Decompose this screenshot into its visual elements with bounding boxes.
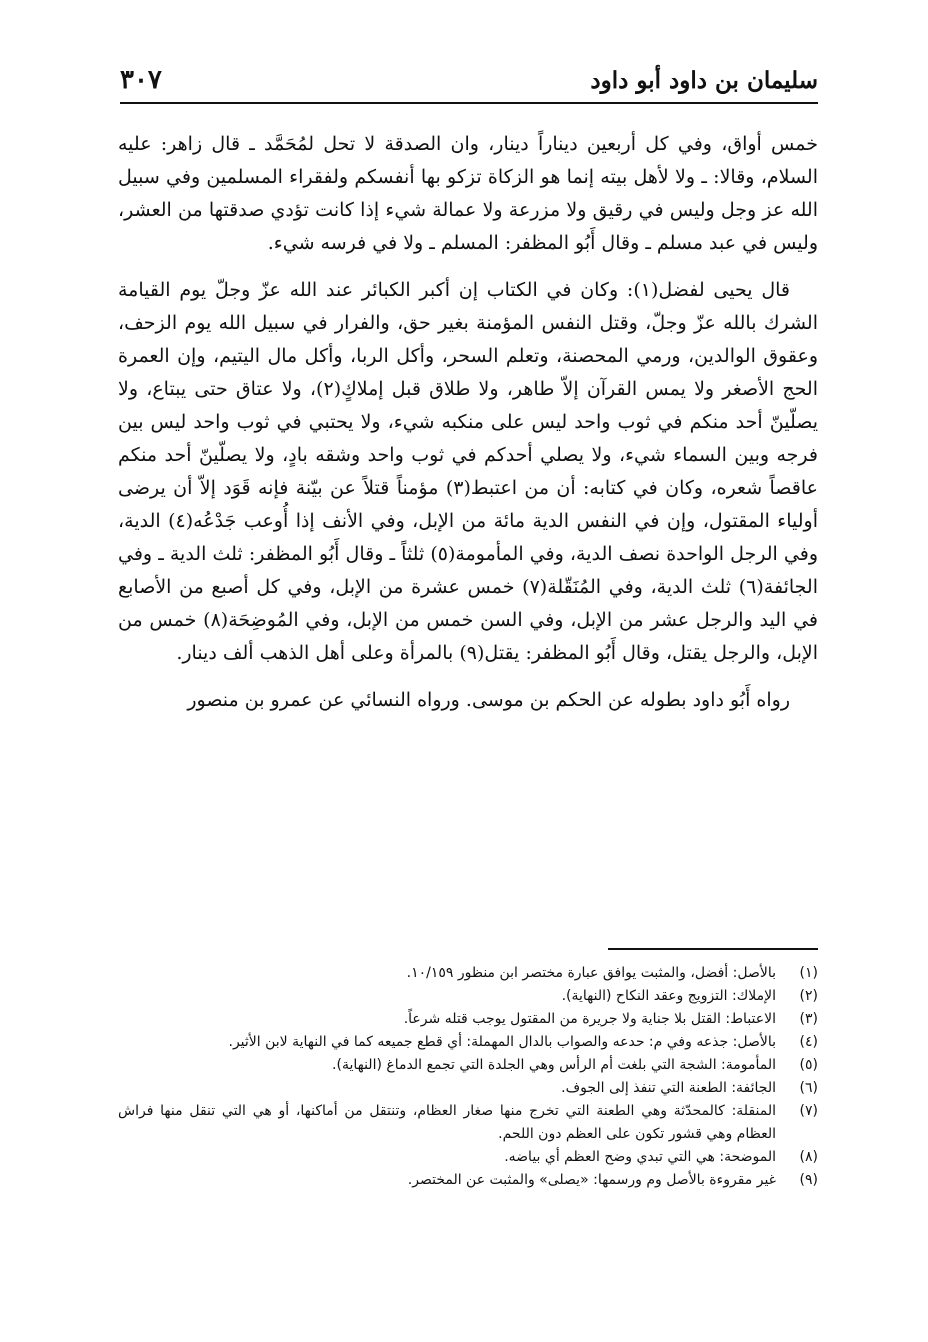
- footnote-number: (٩): [799, 1172, 818, 1188]
- paragraph: رواه أَبُو داود بطوله عن الحكم بن موسى. ورواه النسائي عن عمرو بن منصور: [187, 689, 790, 711]
- footnotes: [118, 962, 818, 1192]
- footnote: [118, 1054, 818, 1077]
- footnote-rule: [608, 948, 818, 950]
- footnote-number: (٦): [799, 1080, 818, 1096]
- paragraph: قال يحيى لفضل(١): وكان في الكتاب إن أكبر الكبائر عند الله عزّ وجلّ يوم القيامة الشرك بالله عزّ وجلّ، وقتل النفس المؤمنة بغير حق، والفرار في سبيل الله يوم الزحف، وعقوق الوالدين، ورمي المحصنة، وتعلم السحر، وأكل الربا، وأكل مال اليتيم، وإن العمرة الحج الأصغر ولا يمس القرآن إلاّ طاهر، ولا طلاق قبل إملاكٍ(٢)، ولا عتاق حتى يبتاع، ولا يصلّينّ أحد منكم في ثوب واحد ليس على منكبه شيء، ولا يحتبي في ثوب واحد ليس بين فرجه وبين السماء شيء، ولا يصلي أحدكم في ثوب واحد وشقه بادٍ، ولا يصلّينّ أحد منكم عاقصاً شعره، وكان في كتابه: أن من اعتبط(٣) مؤمناً قتلاً عن بيّنة فإنه قَوَد إلاّ أن يرضى أولياء المقتول، وإن في النفس الدية مائة من الإبل، وفي الأنف إذا أُوعب جَدْعُه(٤) الدية، وفي الرجل الواحدة نصف الدية، وفي المأمومة(٥) ثلثاً ـ وقال أَبُو المظفر: ثلث الدية ـ وفي الجائفة(٦) ثلث الدية، وفي المُنَقّلة(٧) خمس عشرة من الإبل، وفي كل أصبع من الأصابع في اليد والرجل عشر من الإبل، وفي السن خمس من الإبل، وفي المُوضِحَة(٨) خمس من الإبل، والرجل يقتل، وقال أَبُو المظفر: يقتل(٩) بالمرأة وعلى أهل الذهب ألف دينار.: [118, 279, 819, 664]
- footnote: [118, 1077, 818, 1100]
- footnote: [118, 1031, 818, 1054]
- main-text: [118, 128, 818, 731]
- footnote-text: الجائفة: الطعنة التي تنفذ إلى الجوف.: [561, 1080, 776, 1096]
- footnote-number: (٥): [799, 1057, 818, 1073]
- footnote: [118, 985, 818, 1008]
- paragraph: خمس أواق، وفي كل أربعين ديناراً دينار، وان الصدقة لا تحل لمُحَمَّد ـ قال زاهر: عليه السلام، وقالا: ـ ولا لأهل بيته إنما هو الزكاة تزكو بها أنفسكم ولفقراء المسلمين وفي سبيل الله عز وجل وليس في رقيق ولا مزرعة ولا عمالة شيء إذا كانت تؤدي صدقتها من العشر، وليس في عبد مسلم ـ وقال أَبُو المظفر: المسلم ـ ولا في فرسه شيء.: [118, 133, 818, 254]
- page-number: ٣٠٧: [120, 65, 162, 95]
- footnote-number: (٤): [799, 1034, 818, 1050]
- footnote-text: المأمومة: الشجة التي بلغت أم الرأس وهي الجلدة التي تجمع الدماغ (النهاية).: [332, 1057, 776, 1073]
- footnote-number: (٣): [799, 1011, 818, 1027]
- footnote-number: (١): [799, 965, 818, 981]
- footnote-text: غير مقروءة بالأصل وم ورسمها: «يصلى» والمثبت عن المختصر.: [407, 1172, 776, 1188]
- footnote: [118, 1169, 818, 1192]
- footnote-number: (٨): [799, 1149, 818, 1165]
- footnote-text: بالأصل: أفضل، والمثبت يوافق عبارة مختصر ابن منظور ١٠/١٥٩.: [406, 965, 776, 981]
- footnote-number: (٢): [799, 988, 818, 1004]
- footnote-text: الموضحة: هي التي تبدي وضح العظم أي بياضه.: [504, 1149, 776, 1165]
- footnote: [118, 962, 818, 985]
- footnote-text: المنقلة: كالمحدّثة وهي الطعنة التي تخرج منها صغار العظام، وتنتقل من أماكنها، أو هي التي تنقل منها فراش العظام وهي قشور تكون على العظم دون اللحم.: [118, 1103, 776, 1142]
- footnote-text: الاعتباط: القتل بلا جناية ولا جريرة من المقتول يوجب قتله شرعاً.: [403, 1011, 776, 1027]
- footnote: [118, 1008, 818, 1031]
- footnote: [118, 1100, 818, 1146]
- footnote: [118, 1146, 818, 1169]
- footnote-number: (٧): [799, 1103, 818, 1119]
- running-title: سليمان بن داود أبو داود: [590, 66, 818, 94]
- page-header: [120, 60, 818, 100]
- footnote-text: بالأصل: جذعه وفي م: حدعه والصواب بالدال المهملة: أي قطع جميعه كما في النهاية لابن الأثير.: [228, 1034, 776, 1050]
- footnote-text: الإملاك: التزويج وعقد النكاح (النهاية).: [561, 988, 776, 1004]
- header-rule: [120, 102, 818, 104]
